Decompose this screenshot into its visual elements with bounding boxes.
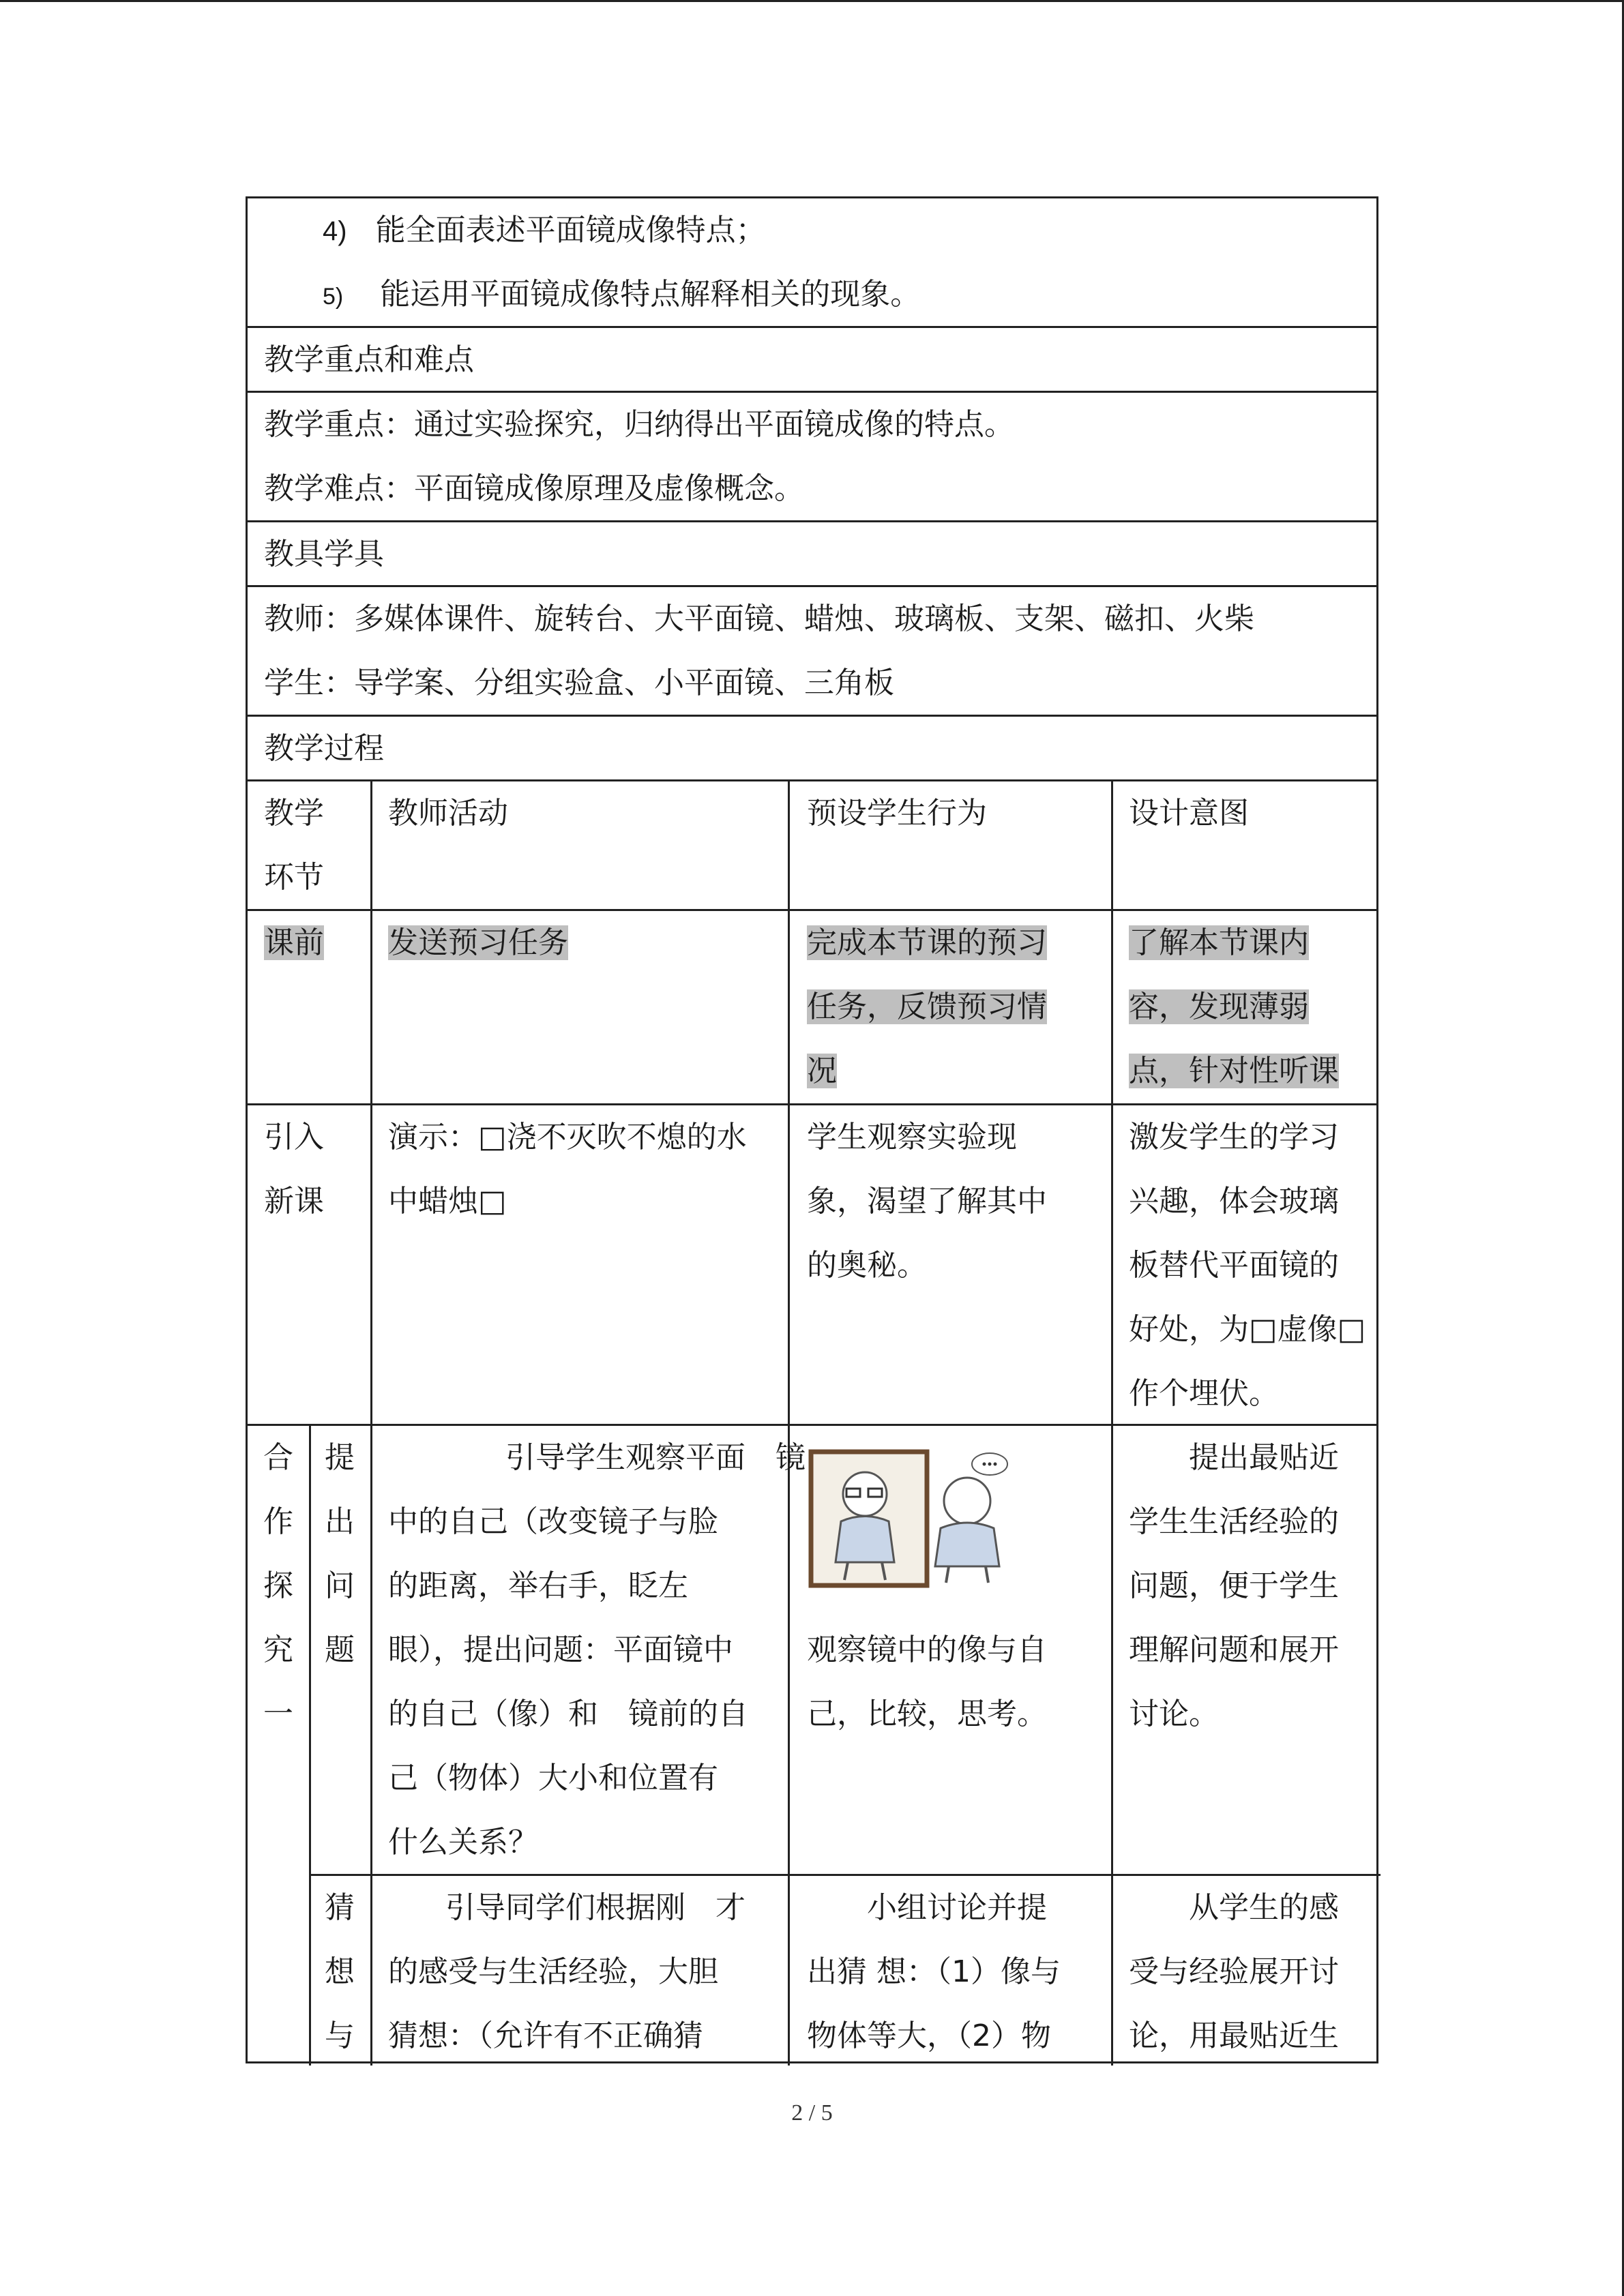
teacher-activity: 的感受与生活经验，大胆 — [388, 1954, 718, 1989]
design-intent: 论，用最贴近生 — [1129, 2018, 1339, 2053]
objective-item — [323, 198, 766, 263]
tools-header-row — [248, 522, 1376, 587]
teacher-activity: 引导学生观察平面 镜 — [505, 1440, 806, 1475]
explore-section — [248, 1426, 1376, 2066]
tools-row — [248, 587, 1376, 717]
teacher-activity: 的自己（像）和 镜前的自 — [388, 1697, 748, 1731]
sub-stage-char: 与 — [325, 2018, 355, 2053]
design-intent: 激发学生的学习 — [1129, 1120, 1339, 1154]
teacher-activity: 发送预习任务 — [388, 925, 568, 960]
student-behavior: 象，渴望了解其中 — [807, 1184, 1047, 1219]
teacher-activity: 中蜡烛□ — [388, 1184, 507, 1219]
stage-label: 课前 — [264, 925, 324, 960]
student-behavior: 任务，反馈预习情 — [807, 989, 1047, 1024]
key-points-row — [248, 393, 1376, 522]
student-tools: 学生：导学案、分组实验盒、小平面镜、三角板 — [264, 666, 894, 700]
student-behavior: 出猜 想：（1）像与 — [807, 1954, 1061, 1989]
col-header-stage: 教学 — [264, 796, 324, 831]
student-behavior: 小组讨论并提 — [867, 1890, 1047, 1925]
teacher-activity: 眼），提出问题：平面镜中 — [388, 1632, 733, 1667]
col-header-teacher: 教师活动 — [388, 796, 508, 831]
design-intent: 讨论。 — [1129, 1697, 1219, 1731]
teacher-activity: 的距离，举右手，眨左 — [388, 1568, 688, 1603]
tools-header: 教具学具 — [264, 537, 384, 571]
objective-text: 能全面表述平面镜成像特点； — [375, 213, 766, 248]
col-header-student: 预设学生行为 — [807, 796, 987, 831]
student-behavior: 己，比较，思考。 — [807, 1697, 1047, 1731]
column-header-row — [248, 781, 1376, 911]
col-header-intent: 设计意图 — [1129, 796, 1249, 831]
objective-number: 5) — [323, 284, 344, 310]
design-intent: 提出最贴近 — [1189, 1440, 1339, 1475]
design-intent: 从学生的感 — [1189, 1890, 1339, 1925]
col-header-stage: 环节 — [264, 860, 324, 895]
student-behavior: 观察镜中的像与自 — [807, 1632, 1047, 1667]
sub-stage-char: 出 — [325, 1504, 355, 1539]
objective-item — [323, 263, 920, 329]
design-intent: 作个埋伏。 — [1129, 1376, 1279, 1411]
sub-stage-char: 题 — [325, 1632, 355, 1667]
page-number: 2 / 5 — [791, 2100, 833, 2126]
student-behavior: 完成本节课的预习 — [807, 925, 1047, 960]
person-figure — [935, 1453, 1007, 1583]
process-header: 教学过程 — [264, 731, 384, 766]
sub-stage-char: 问 — [325, 1568, 355, 1603]
table-row-introduction — [248, 1105, 1376, 1426]
teacher-activity: 引导同学们根据刚 才 — [445, 1890, 745, 1925]
table-row-preclass — [248, 911, 1376, 1105]
explore-stage-char: 究 — [263, 1632, 293, 1667]
design-intent: 理解问题和展开 — [1129, 1632, 1339, 1667]
teacher-activity: 猜想：（允许有不正确猜 — [388, 2018, 703, 2053]
stage-label: 引入 — [264, 1120, 324, 1154]
design-intent: 兴趣，体会玻璃 — [1129, 1184, 1339, 1219]
design-intent: 学生生活经验的 — [1129, 1504, 1339, 1539]
key-points-header-row — [248, 328, 1376, 393]
objective-text: 能运用平面镜成像特点解释相关的现象。 — [380, 277, 921, 312]
teacher-activity: 己（物体）大小和位置有 — [388, 1761, 718, 1795]
explore-stage-char: 探 — [263, 1568, 293, 1603]
design-intent: 问题，便于学生 — [1129, 1568, 1339, 1603]
explore-stage-char: 作 — [263, 1504, 293, 1539]
explore-stage-char: 合 — [263, 1440, 293, 1475]
stage-label: 新课 — [264, 1184, 324, 1219]
design-intent: 了解本节课内 — [1129, 925, 1309, 960]
sub-stage-char: 提 — [325, 1440, 355, 1475]
teacher-activity: 什么关系？ — [388, 1825, 538, 1860]
teacher-tools: 教师：多媒体课件、旋转台、大平面镜、蜡烛、玻璃板、支架、磁扣、火柴 — [264, 601, 1254, 636]
table-row-hypothesis — [309, 1876, 1381, 2066]
teaching-focus: 教学重点：通过实验探究，归纳得出平面镜成像的特点。 — [264, 407, 1014, 442]
teaching-difficulty: 教学难点：平面镜成像原理及虚像概念。 — [264, 471, 804, 506]
design-intent: 受与经验展开讨 — [1129, 1954, 1339, 1989]
objective-number: 4) — [323, 216, 347, 246]
explore-stage-char: 一 — [263, 1697, 293, 1731]
teacher-activity: 中的自己（改变镜子与脸 — [388, 1504, 718, 1539]
lesson-plan-table — [246, 196, 1378, 2063]
student-behavior: 物体等大，（2）物 — [807, 2018, 1051, 2053]
design-intent: 容，发现薄弱 — [1129, 989, 1309, 1024]
sub-stage-char: 想 — [325, 1954, 355, 1989]
design-intent: 点，针对性听课 — [1129, 1054, 1339, 1088]
design-intent: 板替代平面镜的 — [1129, 1248, 1339, 1283]
mirror-illustration — [807, 1446, 1025, 1590]
key-points-header: 教学重点和难点 — [264, 342, 474, 377]
student-behavior: 学生观察实验现 — [807, 1120, 1017, 1154]
sub-stage-char: 猜 — [325, 1890, 355, 1925]
teacher-activity: 演示：□浇不灭吹不熄的水 — [388, 1120, 747, 1154]
table-row-raise-question — [309, 1426, 1381, 1876]
design-intent: 好处，为□虚像□ — [1129, 1312, 1366, 1347]
objectives-row — [248, 198, 1376, 328]
process-header-row — [248, 717, 1376, 781]
student-behavior: 况 — [807, 1054, 837, 1088]
student-behavior: 的奥秘。 — [807, 1248, 927, 1283]
